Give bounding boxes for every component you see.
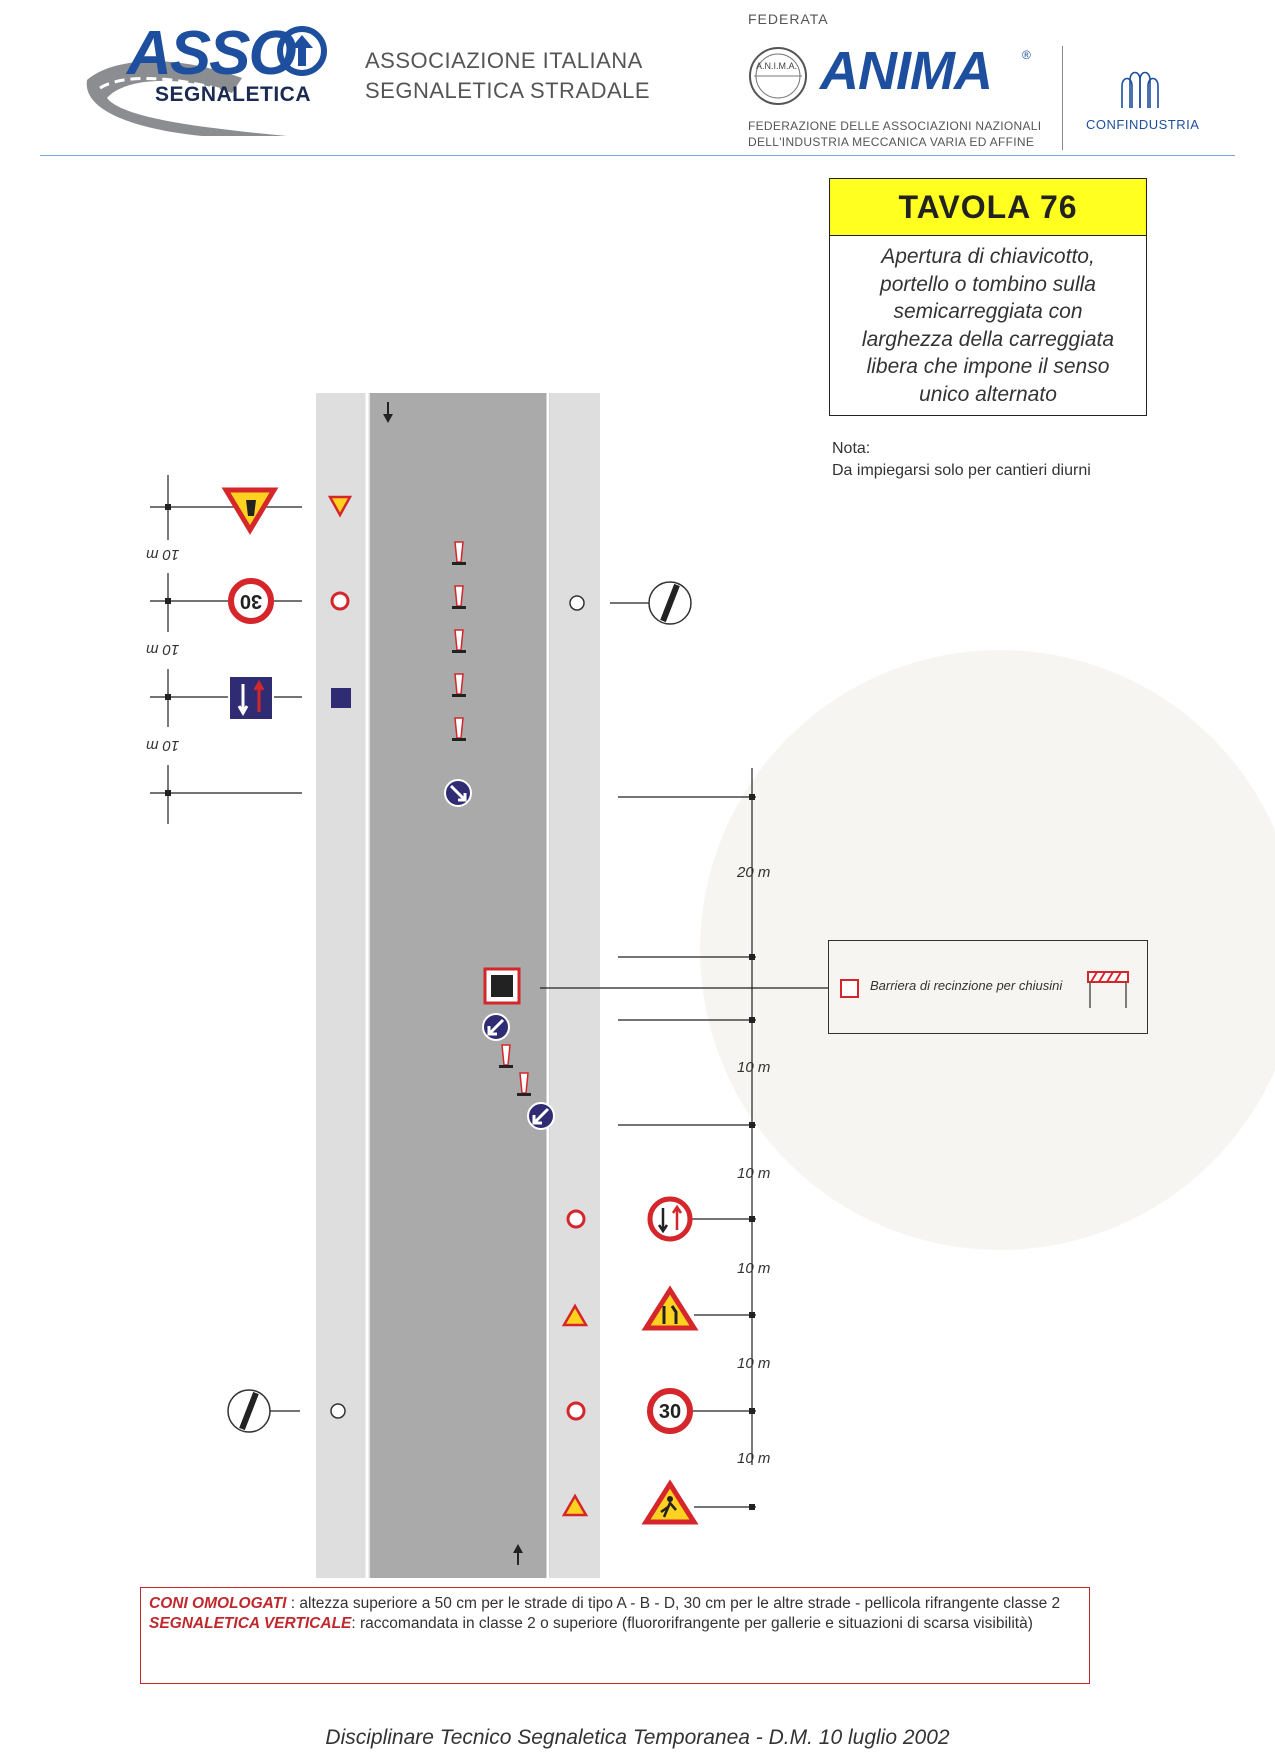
distance-label-right: 10 m (737, 1059, 771, 1076)
anima-badge-text: A.N.I.M.A. (756, 61, 798, 71)
speed-limit-30-sign-icon (650, 1391, 690, 1431)
speed-limit-30-sign-icon (231, 581, 271, 621)
distance-label-right: 10 m (737, 1260, 771, 1277)
keep-left-sign-icon (528, 1103, 554, 1129)
description-line: unico alternato (919, 382, 1057, 406)
description-line: Apertura di chiavicotto, (881, 245, 1095, 268)
give-way-roadworks-sign-icon (226, 490, 274, 530)
footer-caption: Disciplinare Tecnico Segnaletica Temporanea - D.M. 10 luglio 2002 (325, 1726, 950, 1749)
sign-circle-marker (570, 596, 584, 610)
keep-left-sign-icon (483, 1014, 509, 1040)
note-text: Da impiegarsi solo per cantieri diurni (832, 462, 1091, 479)
distance-label-left: 10 m (146, 641, 180, 658)
carriageway (370, 393, 550, 1578)
confindustria-label: CONFINDUSTRIA (1086, 117, 1200, 132)
right-shoulder (550, 393, 600, 1578)
footer-notes (140, 1587, 1090, 1684)
asso-logo-text: ASSO (127, 19, 295, 88)
segnaletica-note (149, 1614, 1081, 1634)
note-label: Nota: (832, 440, 871, 457)
distance-label-left: 10 m (146, 546, 180, 563)
distance-label-right: 10 m (737, 1450, 771, 1467)
federation-line2: DELL'INDUSTRIA MECCANICA VARIA ED AFFINE (748, 135, 1035, 149)
distance-label-right: 20 m (737, 864, 771, 881)
priority-over-oncoming-sign-icon (229, 676, 273, 720)
road-narrows-sign-icon (646, 1290, 694, 1328)
anima-registered-mark: ® (1022, 48, 1031, 62)
coni-note (149, 1594, 1081, 1614)
legend-barrier-label: Barriera di recinzione per chiusini (870, 978, 1063, 993)
sign-circle-marker (568, 1403, 584, 1419)
left-shoulder (316, 393, 370, 1578)
speed-limit-30-mirrored-text: 30 (239, 590, 263, 612)
distance-label-left: 10 m (146, 737, 180, 754)
coni-key: CONI OMOLOGATI (149, 1595, 287, 1612)
federata-label: FEDERATA (748, 11, 829, 27)
description-line: larghezza della carreggiata (861, 327, 1115, 351)
distance-label-right: 10 m (737, 1355, 771, 1372)
association-line2: SEGNALETICA STRADALE (365, 78, 651, 103)
distance-label-right: 10 m (737, 1165, 771, 1182)
sign-square-marker (331, 688, 351, 708)
sign-circle-marker (332, 593, 348, 609)
manhole-barrier-icon (485, 969, 519, 1003)
description-line: libera che impone il senso (866, 355, 1110, 378)
speed-limit-30-text: 30 (658, 1401, 682, 1423)
segnaletica-text: : raccomandata in classe 2 o superiore (fluororifrangente per gallerie e situazioni di scarsa visibilità) (351, 1615, 1033, 1632)
give-way-oncoming-sign-icon (650, 1199, 690, 1239)
coni-text: : altezza superiore a 50 cm per le strade di tipo A - B - D, 30 cm per le altre strade - pellicola rifrangente classe 2 (286, 1595, 1061, 1612)
keep-right-sign-icon (445, 780, 471, 806)
description-line: semicarreggiata con (893, 300, 1083, 323)
segnaletica-key: SEGNALETICA VERTICALE (149, 1615, 352, 1632)
asso-logo-subtext: SEGNALETICA (155, 83, 312, 106)
anima-logo-text: ANIMA (820, 41, 992, 101)
sign-circle-marker (568, 1211, 584, 1227)
roadworks-sign-icon (646, 1484, 694, 1522)
end-of-restrictions-sign-icon (649, 582, 691, 624)
sign-circle-marker (331, 1404, 345, 1418)
association-line1: ASSOCIAZIONE ITALIANA (365, 48, 643, 73)
end-of-restrictions-sign-icon (228, 1390, 270, 1432)
description-line: portello o tombino sulla (880, 272, 1096, 296)
federation-line1: FEDERAZIONE DELLE ASSOCIAZIONI NAZIONALI (748, 119, 1042, 133)
tavola-title: TAVOLA 76 (829, 178, 1147, 236)
